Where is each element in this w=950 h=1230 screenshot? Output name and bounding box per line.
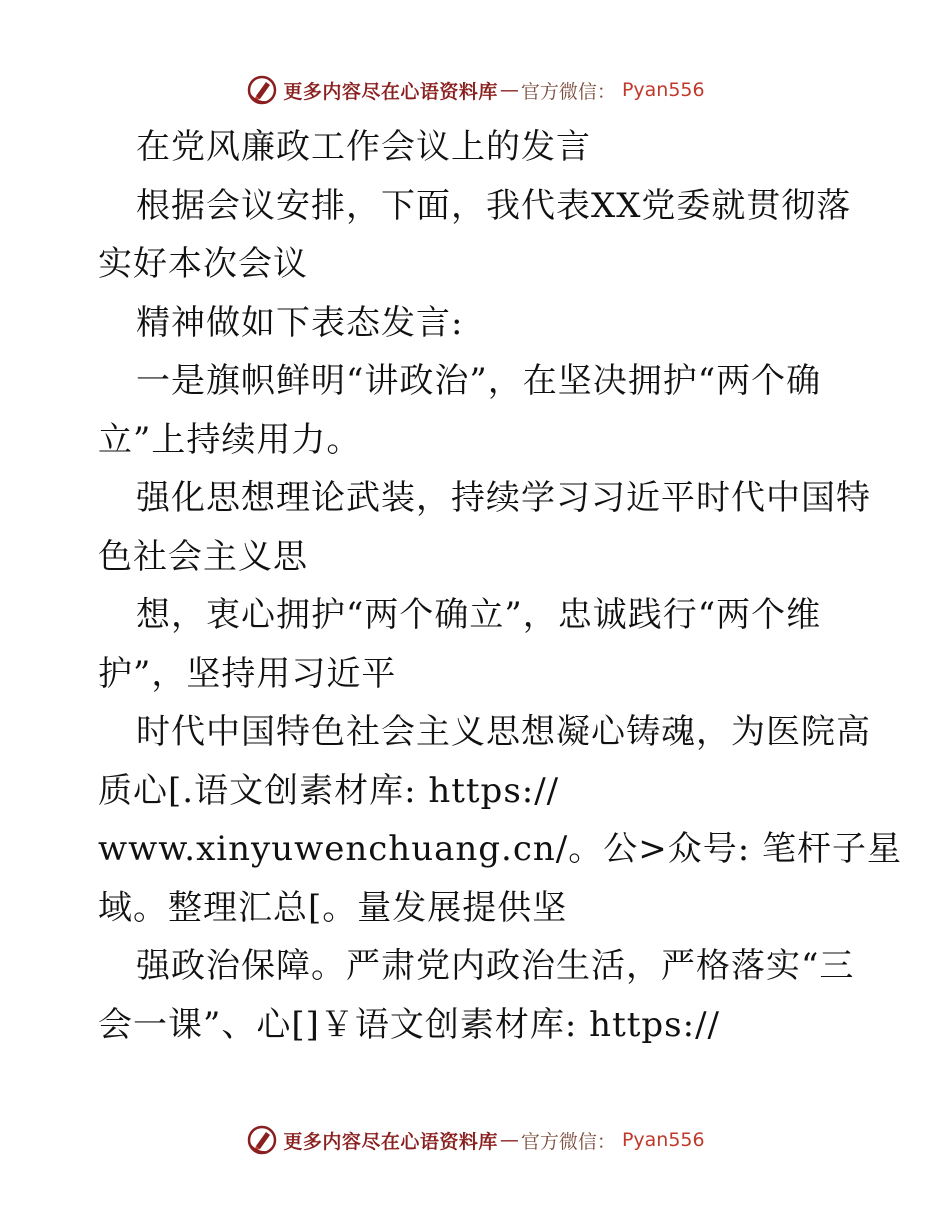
- banner-wechat-label: 官方微信：: [520, 1130, 616, 1153]
- document-body: [98, 118, 902, 1054]
- banner-wechat-label: 官方微信：: [520, 80, 616, 103]
- document-title: 在党风廉政工作会议上的发言: [136, 127, 591, 167]
- text-line: 会一课”、心[]￥语文创素材库: https://: [98, 1004, 720, 1045]
- text-line: 一是旗帜鲜明“讲政治”，在坚决拥护“两个确: [136, 361, 822, 401]
- banner-separator: —: [499, 79, 519, 101]
- header-banner: [0, 70, 950, 110]
- text-line: 护”，坚持用习近平: [98, 653, 397, 694]
- pen-logo-icon: [245, 1123, 279, 1157]
- text-line: 立”上持续用力。: [98, 419, 362, 460]
- text-line: 精神做如下表态发言:: [136, 302, 464, 343]
- text-line: 质心[.语文创素材库: https://: [98, 770, 560, 811]
- text-line: 想，衷心拥护“两个确立”，忠诚践行“两个维: [136, 595, 822, 635]
- text-line: 实好本次会议: [98, 244, 308, 284]
- banner-title: 更多内容尽在心语资料库: [283, 1130, 498, 1153]
- banner-separator: —: [499, 1129, 519, 1151]
- text-line: www.xinyuwenchuang.cn/。公>众号: 笔杆子星: [98, 829, 902, 869]
- text-line: 根据会议安排，下面，我代表XX党委就贯彻落: [136, 185, 852, 226]
- text-line: 强化思想理论武装，持续学习习近平时代中国特: [136, 478, 871, 518]
- text-line: 强政治保障。严肃党内政治生活，严格落实“三: [136, 946, 855, 986]
- banner-wechat-id: Pyan556: [621, 1129, 705, 1151]
- text-line: 时代中国特色社会主义思想凝心铸魂，为医院高: [136, 712, 871, 752]
- banner-title: 更多内容尽在心语资料库: [283, 80, 498, 103]
- banner-wechat-id: Pyan556: [621, 79, 705, 101]
- text-line: 域。整理汇总[。量发展提供坚: [98, 887, 568, 928]
- pen-logo-icon: [245, 73, 279, 107]
- text-line: 色社会主义思: [98, 536, 308, 577]
- footer-banner: [0, 1120, 950, 1160]
